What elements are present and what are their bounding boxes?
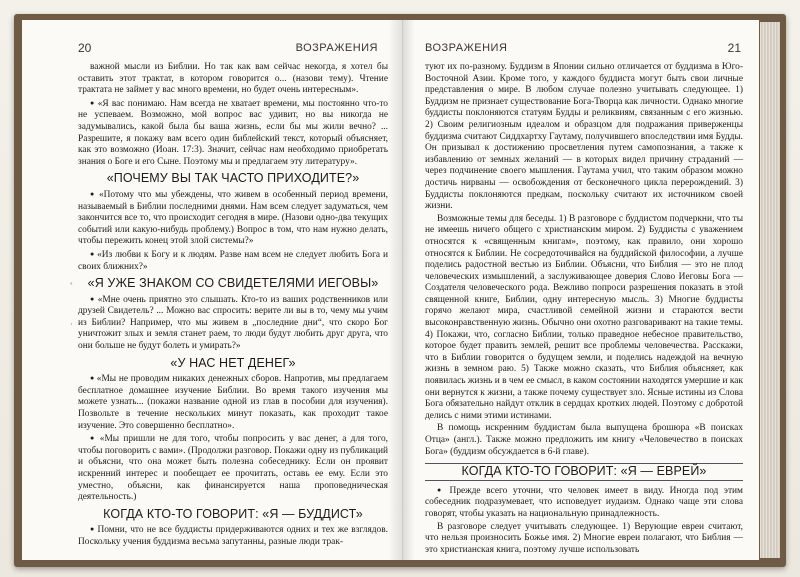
- bullet-paragraph: ● Помни, что не все буддисты придерживаются одних и тех же взглядов. Поскольку учения буддизма весьма запутанны, разные люди трак-: [78, 524, 388, 548]
- paragraph: важной мысли из Библии. Но так как вам сейчас некогда, я хотел бы оставить этот трактат, в котором говорится о... (назови тему). Чтение трактата не займет у вас много времени, но будет очень интересным».: [78, 62, 388, 96]
- paragraph: туют их по-разному. Буддизм в Японии сильно отличается от буддизма в Юго-Восточной Азии. Кроме того, у каждого буддиста могут быть свои личные представления о мире. В любом случае полезно учитывать следующее. 1) Буддизм не признает существование Бога-Творца как личности. Однако многие буддисты поклоняются статуям Будды и реликвиям, связанным с его жизнью. 2) Своим религиозным идеалом и образцом для подражания приверженцы буддизма считают Сиддхартху Гаутаму, получившего впоследствии имя Будды. Он призывал к достижению просветления путем самопознания, а также к избавлению от земных желаний — в которых видел причину страданий — через подчинение своего мышления. Гаутама учил, что таким образом можно достичь нирваны — освобождения от бесконечного цикла перерождений. 3) Буддисты поклоняются предкам, поскольку считают их источником своей жизни.: [425, 62, 743, 212]
- bullet-paragraph: ● «Из любви к Богу и к людям. Разве нам всем не следует любить Бога и своих ближних?»: [78, 249, 388, 273]
- bullet-paragraph: ● «Мы пришли не для того, чтобы попросить у вас денег, а для того, чтобы поговорить с вами». (Продолжи разговор. Покажи одну из публикаций и объясни, что она может быть полезна собеседнику. Если он проявит искренний интерес и пообещает ее прочитать, оставь ее ему. Если это уместно, объясни, как финансируется наша проповедническая деятельность.): [78, 433, 388, 504]
- margin-mark: ˚: [70, 282, 73, 291]
- paragraph: В помощь искренним буддистам была выпущена брошюра «В поисках Отца» (англ.). Также можно предложить им книгу «Человечество в поисках Бога» (буддизм обсуждается в 6-й главе).: [425, 423, 743, 457]
- bullet-paragraph: ● «Мне очень приятно это слышать. Кто-то из ваших родственников или друзей Свидетель? ... Можно вас спросить: верите ли вы в то, чему мы учим из Библии? Например, что мы живем в „последние дни“, что скоро Бог уничтожит злых и земля станет раем, то люди будут любить друг друга, что они больше не будут болеть и умирать?»: [78, 294, 388, 353]
- page-number: 21: [727, 41, 741, 55]
- paragraph: Возможные темы для беседы. 1) В разговоре с буддистом подчеркни, что ты не имеешь ничего общего с христианским миром. 2) Буддисты с уважением относятся к «священным книгам», поэтому, как правило, они хорошо относятся к Библии. Не сосредоточивайся на буддийской философии, а лучше поделись радостной вестью из Библии. Объясни, что Библия — это не плод человеческих измышлений, а заслуживающее доверия Слово Иеговы Бога — Создателя человеческого рода. Вежливо попроси разрешения показать в этой священной книге, Библии, одну интересную мысль. 3) Многие буддисты горячо желают мира, счастливой семейной жизни и стараются вести высоконравственную жизнь. Обычно они охотно разговаривают на такие темы. 4) Покажи, что, согласно Библии, только праведное небесное правительство, которое будет править землей, решит все проблемы человечества. Расскажи, что в Библии говорится о будущем земли, и поделись надеждой на вечную жизнь в земном раю. 5) Также можно сказать, что Библия объясняет, как появилась жизнь и в чем ее смысл, в каком состоянии находятся умершие и как они вернутся к жизни, а также почему существует зло. Ясные истины из Слова Бога обязательно найдут отклик в сердцах кротких людей. Поэтому с добротой делись с ними этими истинами.: [425, 213, 743, 421]
- left-page-text: [78, 62, 388, 550]
- left-page: [22, 20, 403, 560]
- section-heading: «Я УЖЕ ЗНАКОМ СО СВИДЕТЕЛЯМИ ИЕГОВЫ»: [87, 276, 379, 291]
- margin-mark: ·: [70, 320, 73, 329]
- bullet-paragraph: ● «Мы не проводим никаких денежных сборов. Напротив, мы предлагаем бесплатное домашнее изучение Библии. Во время такого изучения мы можете узнать... (покажи название одной из глав в пособии для изучения). Позвольте в течение нескольких минут показать, как проходит такое изучение. Это совершенно бесплатно».: [78, 373, 388, 432]
- page-number: 20: [78, 41, 92, 55]
- right-page-text: [425, 62, 743, 557]
- running-head: ВОЗРАЖЕНИЯ: [425, 42, 508, 54]
- paragraph: В разговоре следует учитывать следующее. 1) Верующие евреи считают, что нельзя произносить Божье имя. 2) Многие евреи полагают, что Библия — это христианская книга, поэтому лучше использовать: [425, 521, 743, 555]
- section-heading: «ПОЧЕМУ ВЫ ТАК ЧАСТО ПРИХОДИТЕ?»: [106, 171, 360, 186]
- section-heading: КОГДА КТО-ТО ГОВОРИТ: «Я — БУДДИСТ»: [103, 506, 363, 521]
- right-page: [403, 20, 759, 560]
- bullet-paragraph: ● Прежде всего уточни, что человек имеет в виду. Иногда под этим собеседник подразумевает, что исповедует иудаизм. Однако чаще эти слова говорят, чтобы указать на национальную принадлежность.: [425, 485, 743, 521]
- section-heading: «У НАС НЕТ ДЕНЕГ»: [170, 355, 296, 370]
- running-head: ВОЗРАЖЕНИЯ: [295, 42, 378, 54]
- page-edges: [760, 22, 780, 558]
- bullet-paragraph: ● «Я вас понимаю. Нам всегда не хватает времени, мы постоянно что-то не успеваем. Возможно, мой вопрос вас удивит, но вы никогда не задумывались, какой была бы ваша жизнь, если бы мы жили вечно? ... Разрешите, я покажу вам всего один библейский текст, который объясняет, как это возможно (Иоан. 17:3). Значит, сейчас нам необходимо приобретать знания о Боге и его Сыне. Поэтому мы и предлагаем эту литературу».: [78, 98, 388, 169]
- section-heading: КОГДА КТО-ТО ГОВОРИТ: «Я — ЕВРЕЙ»: [425, 463, 743, 481]
- bullet-paragraph: ● «Потому что мы убеждены, что живем в особенный период времени, называемый в Библии последними днями. Нам всем следует задуматься, чем закончится все то, что происходит сегодня в мире. (Назови одно-два текущих событий или какую-нибудь проблему.) Вопрос в том, что нам нужно делать, чтобы пережить конец этой злой системы?»: [78, 189, 388, 248]
